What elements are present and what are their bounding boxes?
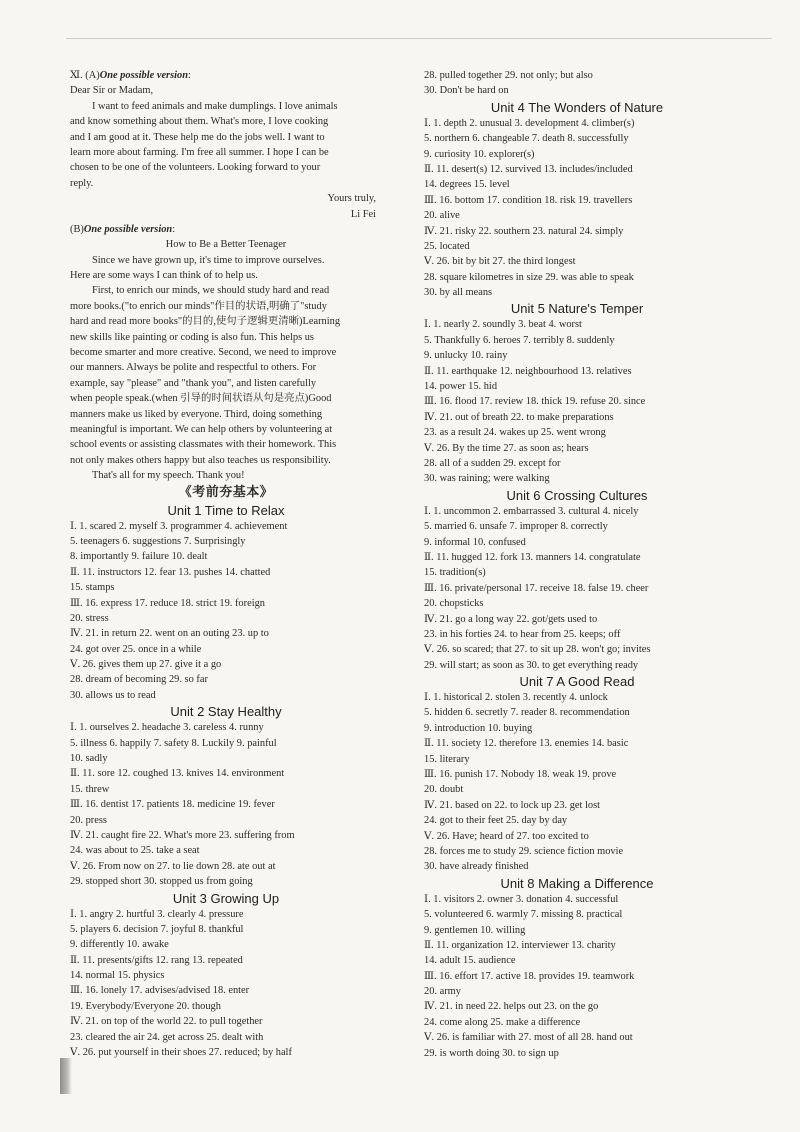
answer-line: 30. have already finished (424, 861, 529, 873)
answer-line: 5. illness 6. happily 7. safety 8. Luckily 9. painful (70, 737, 277, 749)
unit-heading: Unit 5 Nature's Temper (510, 301, 644, 317)
unit-heading: Unit 7 A Good Read (519, 674, 635, 690)
answer-line: Ⅲ. 16. private/personal 17. receive 18. false 19. cheer (424, 582, 649, 594)
answer-line: Ⅱ. 11. society 12. therefore 13. enemies 14. basic (424, 738, 629, 750)
answer-line: manners make us liked by everyone. Third, doing something (70, 408, 323, 420)
answer-line: 23. as a result 24. wakes up 25. went wrong (424, 427, 606, 439)
answer-line: Ⅳ. 21. based on 22. to lock up 23. get lost (424, 799, 601, 811)
answer-line: example, say "please" and "thank you", and listen carefully (70, 377, 317, 389)
answer-line: 10. sadly (70, 753, 108, 765)
answer-line: 9. curiosity 10. explorer(s) (424, 148, 535, 160)
answer-line: Ⅱ. 11. earthquake 12. neighbourhood 13. relatives (424, 365, 632, 377)
answer-line: not only makes others happy but also teaches us responsibility. (70, 454, 331, 466)
answer-line: Ⅰ. 1. historical 2. stolen 3. recently 4. unlock (424, 692, 608, 704)
answer-line: 15. tradition(s) (424, 567, 486, 579)
answer-line: 9. introduction 10. buying (424, 722, 533, 734)
answer-line: 30. by all means (424, 287, 493, 299)
answer-line: Ⅳ. 21. in return 22. went on an outing 23. up to (70, 628, 269, 640)
answer-line: more books.("to enrich our minds"作目的状语,明确了"study (70, 300, 327, 312)
answer-line: Ⅲ. 16. effort 17. active 18. provides 19. teamwork (424, 970, 635, 982)
answer-line: 5. married 6. unsafe 7. improper 8. correctly (424, 521, 608, 533)
answer-line: Ⅲ. 16. punish 17. Nobody 18. weak 19. prove (424, 769, 617, 781)
answer-line: 5. volunteered 6. warmly 7. missing 8. practical (424, 909, 623, 921)
unit-heading: Unit 2 Stay Healthy (170, 704, 282, 720)
answer-line: 9. gentlemen 10. willing (424, 924, 526, 936)
answer-line: Ⅰ. 1. visitors 2. owner 3. donation 4. successful (424, 893, 619, 905)
answer-line: 5. teenagers 6. suggestions 7. Surprisingly (70, 535, 246, 547)
answer-line: 15. stamps (70, 582, 115, 594)
answer-line: Ⅴ. 26. so scared; that 27. to sit up 28. won't go; invites (424, 644, 651, 656)
version-label: One possible version (83, 223, 173, 235)
answer-line: 20. stress (70, 612, 109, 624)
paragraph-start-line: I want to feed animals and make dumplings. I love animals (92, 100, 338, 112)
answer-line: Ⅱ. 11. desert(s) 12. survived 13. includes/included (424, 163, 633, 175)
answer-line: Ⅴ. 26. By the time 27. as soon as; hears (424, 442, 589, 454)
answer-line: Ⅲ. 16. lonely 17. advises/advised 18. enter (70, 985, 250, 997)
answer-line: Ⅴ. 26. From now on 27. to lie down 28. ate out at (70, 860, 276, 872)
answer-line: (B)One possible version: (70, 223, 176, 235)
answer-line: reply. (70, 177, 94, 189)
answer-line: 20. alive (424, 210, 460, 222)
answer-line: Ⅰ. 1. ourselves 2. headache 3. careless 4. runny (70, 722, 264, 734)
unit-heading: Unit 3 Growing Up (172, 890, 280, 906)
answer-line: and know something about them. What's more, I love cooking (70, 116, 329, 128)
answer-line: Ⅲ. 16. dentist 17. patients 18. medicine 19. fever (70, 799, 275, 811)
answer-line: 20. press (70, 814, 107, 826)
answer-line: 14. adult 15. audience (424, 955, 516, 967)
answer-line: 28. pulled together 29. not only; but also (424, 70, 593, 81)
answer-line: Dear Sir or Madam, (70, 85, 154, 97)
answer-line: 14. degrees 15. level (424, 179, 510, 191)
answer-line: Ⅰ. 1. scared 2. myself 3. programmer 4. achievement (70, 520, 288, 532)
answer-line: 25. located (424, 240, 470, 252)
answer-line: Ⅰ. 1. nearly 2. soundly 3. beat 4. worst (424, 319, 582, 331)
answer-line: Ⅱ. 11. instructors 12. fear 13. pushes 14. chatted (70, 566, 271, 578)
answer-line: Ⅰ. 1. uncommon 2. embarrassed 3. cultural 4. nicely (424, 505, 639, 517)
answer-line: 5. players 6. decision 7. joyful 8. thankful (70, 923, 244, 935)
answer-line: Ⅺ. (A)One possible version: (70, 70, 191, 81)
answer-line: Ⅳ. 21. risky 22. southern 23. natural 24. simply (424, 225, 624, 237)
version-label: One possible version (99, 70, 189, 81)
answer-line: Ⅴ. 26. is familiar with 27. most of all 28. hand out (424, 1032, 633, 1044)
answer-line: 9. differently 10. awake (70, 939, 169, 951)
answer-line: when people speak.(when 引导的时间状语从句是亮点)Good (70, 393, 332, 405)
answer-line: Ⅴ. 26. put yourself in their shoes 27. reduced; by half (70, 1047, 292, 1059)
answer-line: our manners. Always be polite and respectful to others. For (70, 362, 317, 374)
answer-line: become smarter and more creative. Second, we need to improve (70, 347, 337, 359)
answer-line: Ⅱ. 11. hugged 12. fork 13. manners 14. congratulate (424, 551, 641, 563)
answer-line: 28. forces me to study 29. science fiction movie (424, 845, 624, 857)
answer-line: hard and read more books"的目的,使句子逻辑更清晰)Learning (70, 316, 341, 328)
answer-line: school events or assisting classmates with their homework. This (70, 439, 337, 451)
answer-line: Ⅰ. 1. angry 2. hurtful 3. clearly 4. pressure (70, 908, 244, 920)
answer-line: 15. literary (424, 753, 470, 765)
answer-line: chosen to be one of the volunteers. Looking forward to your (70, 162, 321, 174)
answer-line: 29. stopped short 30. stopped us from going (70, 876, 253, 888)
answer-line: Ⅴ. 26. Have; heard of 27. too excited to (424, 830, 589, 842)
answer-line: Ⅳ. 21. on top of the world 22. to pull together (70, 1016, 263, 1028)
answer-line: 20. army (424, 986, 461, 998)
right-column (424, 68, 730, 1061)
paragraph-start-line: That's all for my speech. Thank you! (92, 470, 245, 482)
answer-line: 24. got to their feet 25. day by day (424, 815, 568, 827)
paragraph-start-line: Since we have grown up, it's time to improve ourselves. (92, 254, 325, 266)
answer-line: 9. informal 10. confused (424, 536, 526, 548)
signature-line: Yours truly, (327, 193, 376, 205)
answer-line: Ⅴ. 26. bit by bit 27. the third longest (424, 256, 576, 268)
answer-line: and I am good at it. These help me do the jobs well. I want to (70, 131, 325, 143)
essay-title: How to Be a Better Teenager (165, 239, 287, 251)
signature-line: Li Fei (350, 208, 376, 220)
answer-line: Ⅱ. 11. organization 12. interviewer 13. charity (424, 939, 616, 951)
unit-heading: Unit 4 The Wonders of Nature (490, 99, 664, 115)
answer-line: 30. allows us to read (70, 689, 156, 701)
scan-edge-shadow (60, 1058, 72, 1094)
answer-line: 28. dream of becoming 29. so far (70, 674, 208, 686)
answer-line: Ⅳ. 21. caught fire 22. What's more 23. suffering from (70, 829, 295, 841)
answer-line: Ⅰ. 1. depth 2. unusual 3. development 4. climber(s) (424, 117, 635, 129)
answer-line: 30. was raining; were walking (424, 473, 550, 485)
left-column (70, 68, 382, 1060)
answer-line: 23. in his forties 24. to hear from 25. keeps; off (424, 628, 621, 640)
answer-line: 5. northern 6. changeable 7. death 8. successfully (424, 133, 629, 145)
answer-line: 29. will start; as soon as 30. to get everything ready (424, 659, 639, 671)
section-title: 《考前夯基本》 (178, 484, 274, 500)
answer-line: learn more about farming. I'm free all summer. I hope I can be (70, 146, 329, 158)
unit-heading: Unit 6 Crossing Cultures (506, 487, 648, 503)
paragraph-start-line: First, to enrich our minds, we should study hard and read (92, 285, 330, 297)
unit-heading: Unit 8 Making a Difference (500, 875, 654, 891)
answer-line: 28. all of a sudden 29. except for (424, 457, 561, 469)
answer-line: Ⅲ. 16. bottom 17. condition 18. risk 19. travellers (424, 194, 633, 206)
answer-line: 20. chopsticks (424, 598, 484, 610)
answer-line: 30. Don't be hard on (424, 85, 509, 97)
answer-line: 8. importantly 9. failure 10. dealt (70, 551, 208, 563)
answer-line: 20. doubt (424, 784, 464, 796)
answer-line: new skills like painting or coding is also fun. This helps us (70, 331, 314, 343)
answer-line: meaningful is important. We can help others by volunteering at (70, 423, 333, 435)
answer-line: 5. hidden 6. secretly 7. reader 8. recommendation (424, 707, 630, 719)
answer-line: 14. normal 15. physics (70, 970, 165, 982)
answer-line: 24. got over 25. once in a while (70, 643, 202, 655)
answer-line: 15. threw (70, 783, 110, 795)
answer-line: Ⅱ. 11. sore 12. coughed 13. knives 14. environment (70, 768, 285, 780)
answer-line: Ⅳ. 21. out of breath 22. to make preparations (424, 411, 614, 423)
answer-line: Ⅴ. 26. gives them up 27. give it a go (70, 659, 222, 671)
answer-line: 14. power 15. hid (424, 381, 498, 393)
answer-line: Ⅲ. 16. express 17. reduce 18. strict 19. foreign (70, 597, 265, 609)
answer-line: 19. Everybody/Everyone 20. though (70, 1000, 221, 1012)
answer-line: 29. is worth doing 30. to sign up (424, 1047, 559, 1059)
answer-line: 28. square kilometres in size 29. was able to speak (424, 271, 634, 283)
answer-line: 23. cleared the air 24. get across 25. dealt with (70, 1031, 264, 1043)
answer-line: Ⅱ. 11. presents/gifts 12. rang 13. repeated (70, 954, 243, 966)
unit-heading: Unit 1 Time to Relax (167, 502, 285, 518)
answer-line: 24. come along 25. make a difference (424, 1016, 581, 1028)
answer-line: Here are some ways I can think of to help us. (70, 270, 258, 282)
answer-line: Ⅳ. 21. in need 22. helps out 23. on the go (424, 1001, 599, 1013)
answer-line: 5. Thankfully 6. heroes 7. terribly 8. suddenly (424, 334, 615, 346)
answer-line: 24. was about to 25. take a seat (70, 845, 200, 857)
answer-line: 9. unlucky 10. rainy (424, 350, 508, 362)
answer-line: Ⅳ. 21. go a long way 22. got/gets used to (424, 613, 598, 625)
top-rule (66, 38, 772, 39)
answer-line: Ⅲ. 16. flood 17. review 18. thick 19. refuse 20. since (424, 396, 646, 408)
